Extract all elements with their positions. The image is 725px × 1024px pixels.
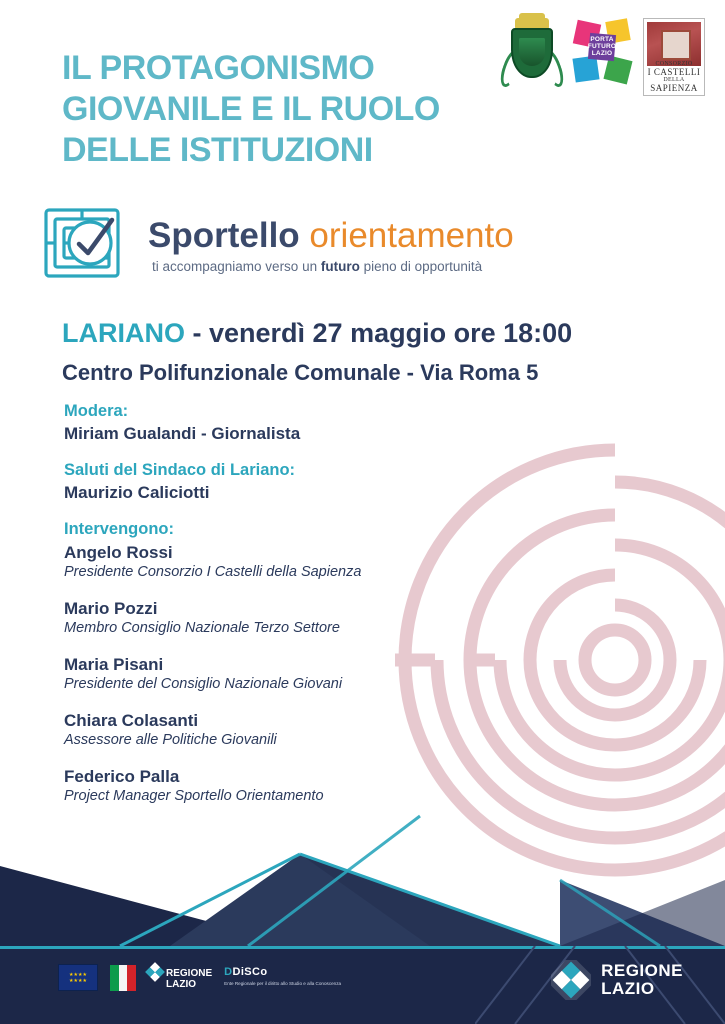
speaker-role: Presidente Consorzio I Castelli della Sapienza: [64, 564, 362, 580]
disco-subtitle: Ente Regionale per il diritto allo Studio e alla Conoscenza: [224, 980, 342, 986]
speakers-label: Intervengono:: [64, 520, 174, 538]
regione-lazio-wordmark: [601, 962, 683, 998]
headline-line-2: GIOVANILE E IL RUOLO: [62, 90, 440, 128]
list-item: [64, 766, 564, 806]
moderator-block: [64, 400, 564, 445]
list-item: [64, 542, 564, 582]
speakers-list: [64, 542, 564, 806]
list-item: [64, 710, 564, 750]
speaker-role: Presidente del Consiglio Nazionale Giovani: [64, 676, 343, 692]
event-venue: Centro Polifunzionale Comunale - Via Roma 5: [62, 360, 539, 385]
brand-tagline: [152, 259, 514, 274]
disco-logo: DDiSCo Ente Regionale per il diritto allo Studio e alla Conoscenza: [224, 966, 341, 990]
porta-futuro-lazio-logo: [573, 18, 631, 84]
speaker-role: Membro Consiglio Nazionale Terzo Settore: [64, 620, 340, 636]
regione-small-line1: REGIONE: [166, 968, 213, 979]
eu-flag-icon: ★★★★ ★★★★: [58, 964, 98, 991]
event-datetime: [62, 318, 572, 349]
footer-bar: [0, 946, 725, 1024]
moderator-label: Modera:: [64, 402, 129, 420]
speaker-name: Angelo Rossi: [64, 543, 173, 562]
speaker-name: Federico Palla: [64, 767, 180, 786]
consorzio-line4: SAPIENZA: [650, 83, 698, 93]
list-item: [64, 598, 564, 638]
speaker-name: Maria Pisani: [64, 655, 164, 674]
speaker-role: Assessore alle Politiche Giovanili: [64, 732, 277, 748]
regione-line2: LAZIO: [601, 979, 655, 998]
list-item: [64, 654, 564, 694]
headline-line-3: DELLE ISTITUZIONI: [62, 131, 373, 169]
greetings-block: [64, 459, 564, 504]
tagline-bold: futuro: [320, 258, 360, 274]
event-date: - venerdì 27 maggio ore 18:00: [185, 318, 573, 348]
footer-logos-left: [58, 964, 341, 991]
greetings-name: Maurizio Caliciotti: [64, 483, 210, 502]
comune-crest-logo: [503, 18, 561, 90]
disco-name: DiSCo: [232, 965, 268, 978]
pfl-line3: LAZIO: [591, 50, 613, 57]
speaker-name: Chiara Colasanti: [64, 711, 199, 730]
consorzio-line1: CONSORZIO: [655, 61, 693, 67]
program-list: [64, 400, 564, 822]
regione-line1: REGIONE: [601, 961, 683, 980]
consorzio-line2: I CASTELLI: [647, 67, 701, 77]
top-logos: [503, 18, 705, 96]
brand-block: [40, 198, 514, 288]
brand-title-main: Sportello: [148, 215, 300, 255]
maze-check-icon: [40, 198, 140, 288]
italy-flag-icon: [110, 965, 136, 991]
brand-title: [148, 217, 514, 255]
moderator-name: Miriam Gualandi - Giornalista: [64, 424, 301, 443]
event-city: LARIANO: [62, 318, 185, 348]
pfl-line1: PORTA: [590, 36, 614, 43]
regione-lazio-small-logo: [148, 965, 212, 990]
regione-lazio-emblem-icon: [551, 960, 591, 1000]
tagline-part-2: pieno di opportunità: [359, 258, 483, 274]
pfl-line2: FUTURO: [587, 43, 617, 50]
page-title: [62, 48, 462, 171]
speaker-role: Project Manager Sportello Orientamento: [64, 788, 324, 804]
regione-lazio-mark-icon: [145, 962, 165, 982]
consorzio-castelli-sapienza-logo: [643, 18, 705, 96]
consorzio-line3: DELLA: [663, 77, 685, 83]
brand-title-accent: orientamento: [309, 215, 514, 255]
tagline-part-1: ti accompagniamo verso un: [152, 258, 321, 274]
speaker-name: Mario Pozzi: [64, 599, 158, 618]
greetings-label: Saluti del Sindaco di Lariano:: [64, 461, 296, 479]
footer-logo-right: [551, 960, 683, 1000]
regione-small-line2: LAZIO: [166, 979, 196, 990]
headline-line-1: IL PROTAGONISMO: [62, 49, 375, 87]
